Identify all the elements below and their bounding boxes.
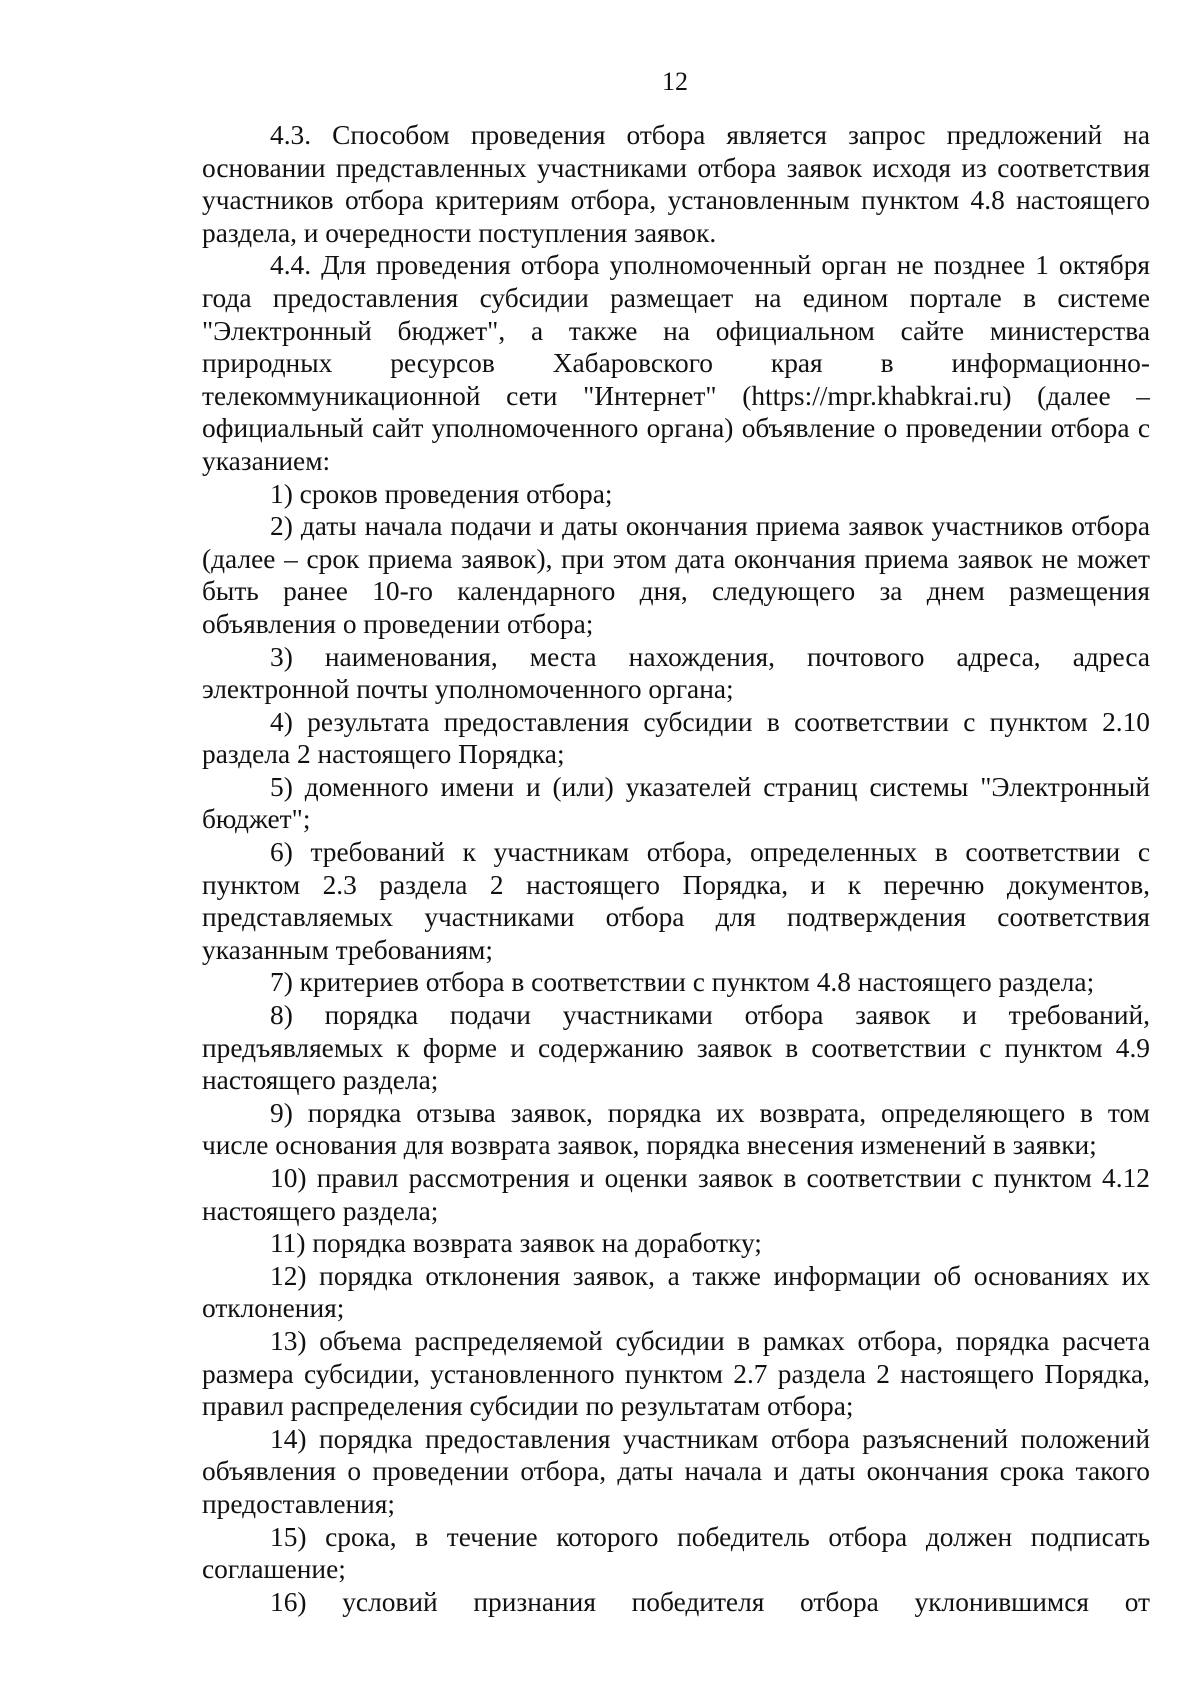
list-item-15: 15) срока, в течение которого победитель отбора должен подписать соглашение; [202, 1521, 1150, 1585]
list-item-16: 16) условий признания победителя отбора уклонившимся от [270, 1586, 1150, 1617]
list-item-1: 1) сроков проведения отбора; [270, 478, 613, 509]
list-item-12: 12) порядка отклонения заявок, а также информации об основаниях их отклонения; [202, 1260, 1150, 1324]
list-item-10: 10) правил рассмотрения и оценки заявок в соответствии с пунктом 4.12 настоящего раздела; [202, 1163, 1150, 1226]
page-number: 12 [662, 67, 688, 96]
list-item-5: 5) доменного имени и (или) указателей страниц системы "Электронный бюджет"; [202, 771, 1150, 835]
list-item-14: 14) порядка предоставления участникам отбора разъяснений положений объявления о проведении отбора, даты начала и даты окончания срока такого предоставления; [202, 1423, 1150, 1519]
list-item-9: 9) порядка отзыва заявок, порядка их возврата, определяющего в том числе основания для возврата заявок, порядка внесения изменений в заявки; [202, 1097, 1150, 1161]
list-item-7: 7) критериев отбора в соответствии с пунктом 4.8 настоящего раздела; [270, 967, 1095, 998]
paragraph-4-4: 4.4. Для проведения отбора уполномоченный орган не позднее 1 октября года предоставления субсидии размещает на едином портале в системе "Электронный бюджет", а также на официальном сайте министерства природных ресурсов Хабаровского края в информационно-телекоммуникационной сети "Интернет" (https://mpr.khabkrai.ru) (далее – официальный сайт уполномоченного органа) объявление о проведении отбора с указанием: [202, 250, 1150, 476]
list-item-13: 13) объема распределяемой субсидии в рамках отбора, порядка расчета размера субсидии, установленного пунктом 2.7 раздела 2 настоящего Порядка, правил распределения субсидии по результатам отбора; [202, 1325, 1150, 1422]
list-item-4: 4) результата предоставления субсидии в соответствии с пунктом 2.10 раздела 2 настоящего Порядка; [202, 706, 1150, 770]
list-item-2: 2) даты начала подачи и даты окончания приема заявок участников отбора (далее – срок приема заявок), при этом дата окончания приема заявок не может быть ранее 10-го календарного дня, следующего за днем размещения объявления о проведении отбора; [202, 511, 1150, 639]
list-item-8: 8) порядка подачи участниками отбора заявок и требований, предъявляемых к форме и содержанию заявок в соответствии с пунктом 4.9 настоящего раздела; [202, 1000, 1150, 1096]
paragraph-4-3: 4.3. Способом проведения отбора является запрос предложений на основании представленных участниками отбора заявок исходя из соответствия участников отбора критериям отбора, установленным пунктом 4.8 настоящего раздела, и очередности поступления заявок. [202, 120, 1150, 248]
document-body [202, 119, 1150, 1618]
list-item-3: 3) наименования, места нахождения, почтового адреса, адреса электронной почты уполномоченного органа; [202, 641, 1150, 705]
list-item-6: 6) требований к участникам отбора, определенных в соответствии с пунктом 2.3 раздела 2 настоящего Порядка, и к перечню документов, представляемых участниками отбора для подтверждения соответствия указанным требованиям; [202, 837, 1150, 965]
list-item-11: 11) порядка возврата заявок на доработку; [270, 1228, 762, 1259]
